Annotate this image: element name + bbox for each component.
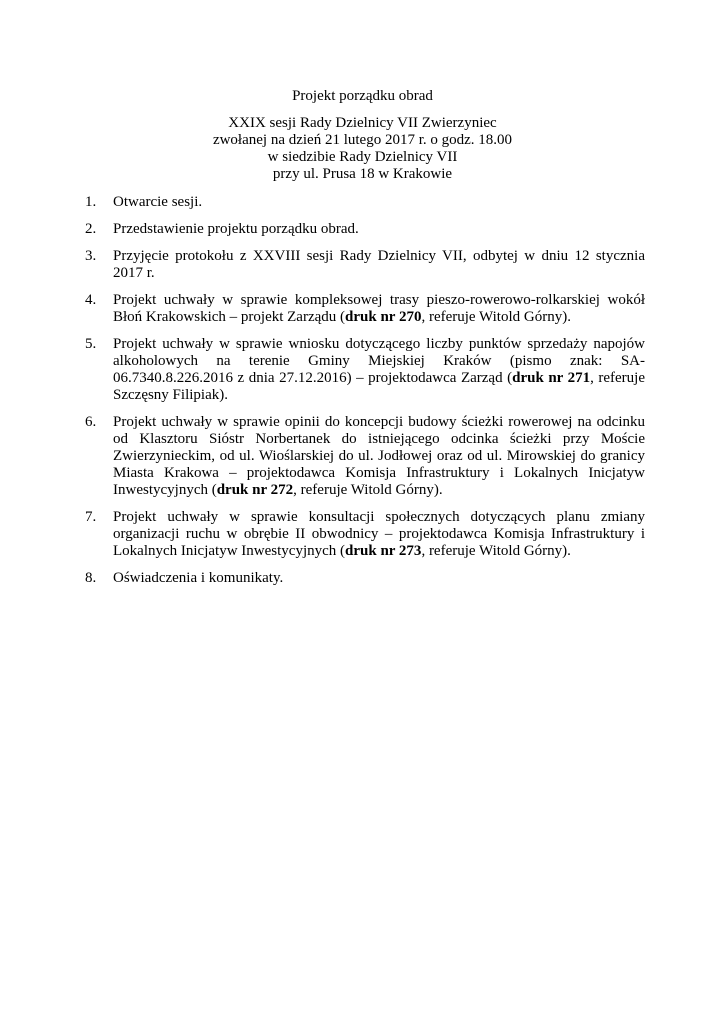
agenda-item-text-part: Projekt uchwały w sprawie opinii do koncepcji budowy ścieżki rowerowej na odcinku od Klasztoru Sióstr Norbertanek do istniejącego odcinka ścieżki przy Moście Zwierzynieckim, od ul. Wioślarskiej do ul. Jodłowej oraz od ul. Mirowskiej do granicy Miasta Krakowa – projektodawca Komisja Infrastruktury i Lokalnych Inicjatyw Inwestycyjnych ( — [113, 414, 645, 498]
agenda-item-text-part: Projekt uchwały w sprawie wniosku dotyczącego liczby punktów sprzedaży napojów alkoholowych na terenie Gminy Miejskiej Kraków (pismo znak: SA-06.7340.8.226.2016 z dnia 27.12.2016) – projektodawca Zarząd ( — [113, 336, 645, 386]
agenda-item-text-part: Projekt uchwały w sprawie kompleksowej trasy pieszo-rowerowo-rolkarskiej wokół Błoń Krakowskich – projekt Zarządu ( — [113, 292, 645, 325]
agenda-item — [85, 248, 645, 282]
document-header — [0, 88, 725, 183]
agenda-item-number: 3. — [85, 248, 97, 264]
print-number: druk nr 270 — [345, 309, 422, 325]
agenda-item — [85, 221, 645, 238]
agenda-item-text — [113, 292, 645, 326]
agenda-item — [85, 509, 645, 560]
agenda-item-text: Otwarcie sesji. — [113, 194, 203, 210]
agenda-item — [85, 570, 645, 587]
agenda-item-text — [113, 336, 645, 404]
agenda-item-number: 8. — [85, 570, 97, 586]
session-name: XXIX sesji Rady Dzielnicy VII Zwierzyniec — [228, 115, 497, 131]
session-venue: w siedzibie Rady Dzielnicy VII — [267, 149, 458, 165]
agenda-item-number: 4. — [85, 292, 97, 308]
agenda-item-text-part: , referuje Witold Górny). — [421, 543, 571, 559]
agenda-item-text-part: Projekt uchwały w sprawie konsultacji społecznych dotyczących planu zmiany organizacji ruchu w obrębie II obwodnicy – projektodawca Komisja Infrastruktury i Lokalnych Inicjatyw Inwestycyjnych ( — [113, 509, 645, 559]
print-number: druk nr 272 — [216, 482, 294, 498]
agenda-item-text — [113, 414, 645, 499]
agenda-list — [85, 194, 645, 597]
agenda-item-text — [113, 509, 645, 560]
agenda-item-number: 6. — [85, 414, 97, 430]
agenda-item-text: Przedstawienie projektu porządku obrad. — [113, 221, 359, 237]
session-address: przy ul. Prusa 18 w Krakowie — [272, 166, 453, 182]
agenda-item-text-part: , referuje Szczęsny Filipiak). — [113, 370, 645, 403]
agenda-item-number: 2. — [85, 221, 97, 237]
agenda-item — [85, 336, 645, 404]
agenda-item — [85, 194, 645, 211]
agenda-item-number: 1. — [85, 194, 97, 210]
print-number: druk nr 271 — [512, 370, 591, 386]
agenda-item — [85, 292, 645, 326]
session-date: zwołanej na dzień 21 lutego 2017 r. o godz. 18.00 — [212, 132, 513, 148]
print-number: druk nr 273 — [345, 543, 422, 559]
agenda-item-number: 7. — [85, 509, 97, 525]
agenda-item-text: Oświadczenia i komunikaty. — [113, 570, 284, 586]
agenda-item-text-part: , referuje Witold Górny). — [293, 482, 443, 498]
agenda-item-text: Przyjęcie protokołu z XXVIII sesji Rady Dzielnicy VII, odbytej w dniu 12 stycznia 2017 r. — [113, 248, 645, 281]
agenda-item-text-part: , referuje Witold Górny). — [421, 309, 571, 325]
agenda-item — [85, 414, 645, 499]
agenda-item-number: 5. — [85, 336, 97, 352]
document-title: Projekt porządku obrad — [292, 88, 433, 104]
